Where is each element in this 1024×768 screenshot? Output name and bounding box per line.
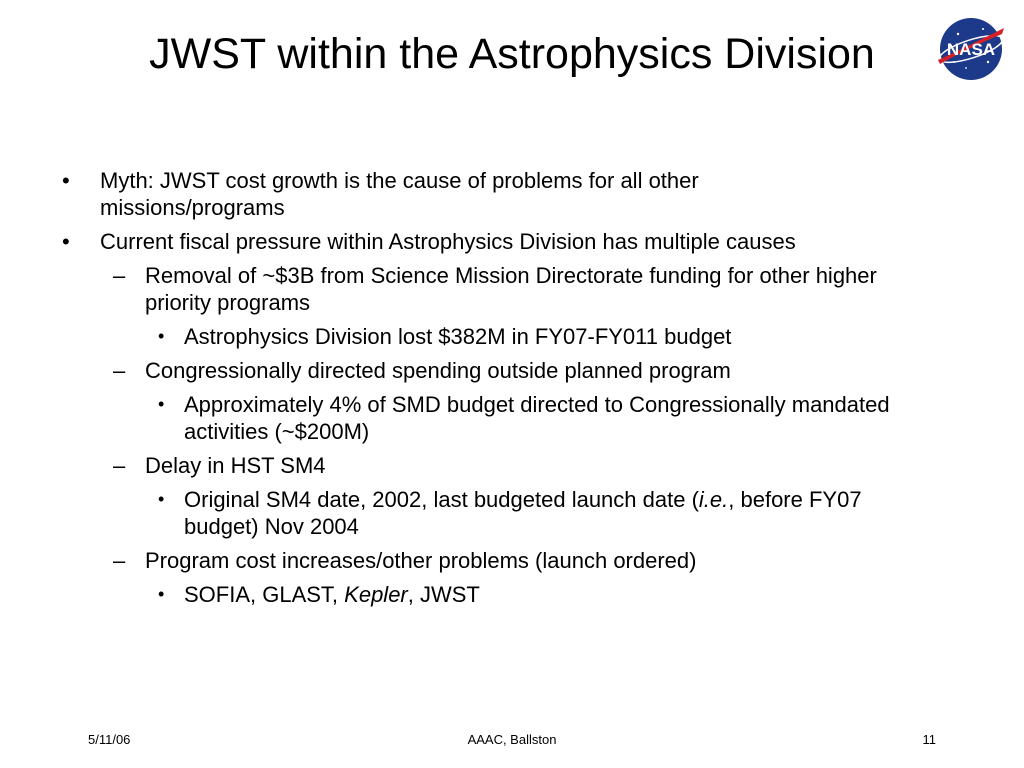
bullet-level-1-text: Current fiscal pressure within Astrophysics Division has multiple causes (100, 229, 796, 254)
nasa-logo-text: NASA (946, 40, 996, 59)
bullet-marker: • (62, 168, 70, 193)
bullet-level-1-text: Myth: JWST cost growth is the cause of problems for all other missions/programs (100, 168, 699, 220)
footer-date: 5/11/06 (88, 732, 131, 747)
bullet-marker: • (158, 489, 165, 509)
bullet-marker: • (62, 229, 70, 254)
dash-marker: – (113, 263, 126, 288)
bullet-level-2-text: Removal of ~$3B from Science Mission Directorate funding for other higher priority programs (145, 263, 877, 315)
dash-marker: – (113, 548, 126, 573)
bullet-level-2-text: Delay in HST SM4 (145, 453, 326, 478)
dash-marker: – (113, 453, 126, 478)
bullet-level-3-text: SOFIA, GLAST, Kepler, JWST (184, 582, 480, 607)
bullet-level-3-text: Approximately 4% of SMD budget directed to Congressionally mandated activities (~$200M) (184, 392, 890, 444)
bullet-level-2-text: Program cost increases/other problems (launch ordered) (145, 548, 697, 573)
dash-marker: – (113, 358, 126, 383)
slide-title: JWST within the Astrophysics Division (149, 30, 875, 78)
footer-venue: AAAC, Ballston (467, 732, 557, 747)
bullet-marker: • (158, 584, 165, 604)
footer-page-number: 11 (922, 732, 936, 747)
bullet-level-2-text: Congressionally directed spending outside planned program (145, 358, 731, 383)
bullet-marker: • (158, 394, 165, 414)
bullet-marker: • (158, 326, 165, 346)
bullet-level-3-text: Astrophysics Division lost $382M in FY07-FY011 budget (184, 324, 732, 349)
bullet-level-3-text: Original SM4 date, 2002, last budgeted launch date (i.e., before FY07 budget) Nov 2004 (184, 487, 862, 539)
